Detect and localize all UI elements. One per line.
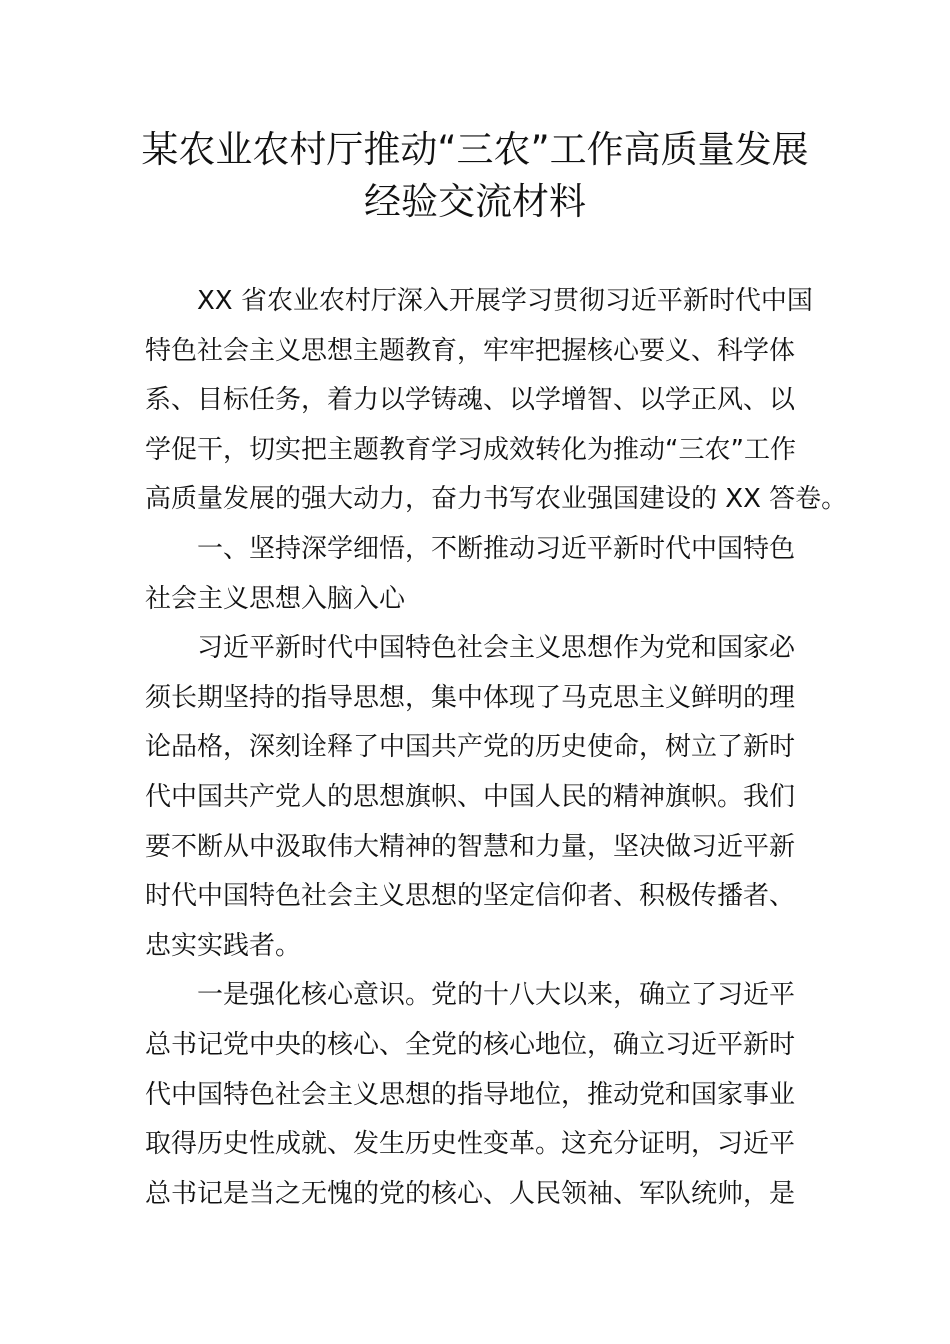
paragraph-line: 忠实实践者。 (145, 930, 302, 961)
document-body (145, 277, 848, 1219)
paragraph-line: 论品格，深刻诠释了中国共产党的历史使命，树立了新时 (145, 732, 796, 763)
paragraph-line: 学促干，切实把主题教育学习成效转化为推动“三农”工作 (145, 434, 796, 465)
paragraph-line: 高质量发展的强大动力，奋力书写农业强国建设的 XX 答卷。 (145, 484, 848, 515)
document-title-line-1: 某农业农村厅推动“三农”工作高质量发展 (141, 128, 809, 171)
paragraph-line: 代中国特色社会主义思想的指导地位，推动党和国家事业 (145, 1079, 796, 1110)
paragraph-line: 总书记党中央的核心、全党的核心地位，确立习近平新时 (145, 1029, 796, 1060)
section-heading-line: 社会主义思想入脑入心 (145, 583, 406, 614)
document-title-line-2: 经验交流材料 (364, 180, 586, 223)
paragraph-line: 习近平新时代中国特色社会主义思想作为党和国家必 (197, 633, 796, 664)
paragraph-line: 时代中国特色社会主义思想的坚定信仰者、积极传播者、 (145, 881, 796, 912)
paragraph-line: 要不断从中汲取伟大精神的智慧和力量，坚决做习近平新 (145, 831, 796, 862)
paragraph-line: 系、目标任务，着力以学铸魂、以学增智、以学正风、以 (145, 385, 796, 416)
section-heading-line: 一、坚持深学细悟，不断推动习近平新时代中国特色 (197, 533, 796, 564)
paragraph-line: 一是强化核心意识。党的十八大以来，确立了习近平 (197, 980, 796, 1011)
paragraph-line: 取得历史性成就、发生历史性变革。这充分证明，习近平 (145, 1129, 796, 1160)
paragraph-line: 总书记是当之无愧的党的核心、人民领袖、军队统帅，是 (145, 1178, 796, 1209)
paragraph-line: 代中国共产党人的思想旗帜、中国人民的精神旗帜。我们 (145, 781, 796, 812)
paragraph-line: XX 省农业农村厅深入开展学习贯彻习近平新时代中国 (197, 286, 813, 316)
paragraph-line: 须长期坚持的指导思想，集中体现了马克思主义鲜明的理 (145, 682, 796, 713)
paragraph-line: 特色社会主义思想主题教育，牢牢把握核心要义、科学体 (145, 335, 796, 366)
